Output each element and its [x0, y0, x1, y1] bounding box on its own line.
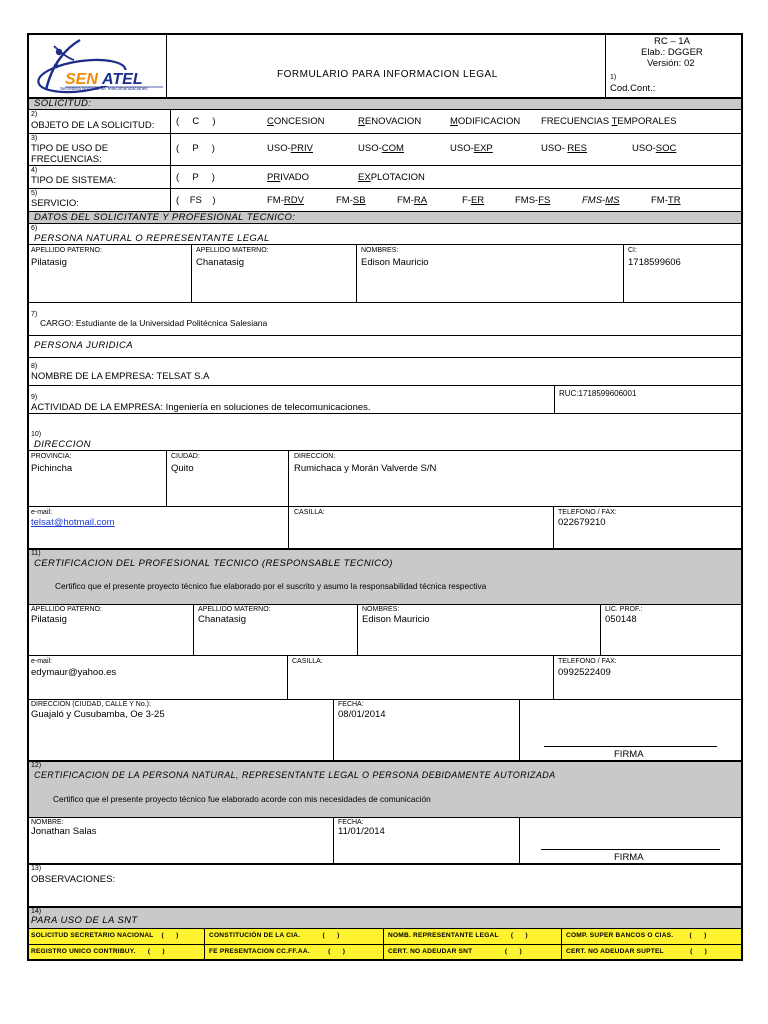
snt-check-no-adeudar-snt: CERT. NO ADEUDAR SNT ( ) — [388, 948, 522, 955]
prof-nombres-label: NOMBRES: — [362, 606, 400, 613]
field-number: 4) — [31, 167, 38, 174]
servicio-mark: ( FS ) — [176, 195, 216, 206]
persona-natural-statement: Certifico que el presente proyecto técnico fue elaborado acorde con mis necesidades de comunicación — [53, 794, 431, 804]
senatel-logo — [32, 36, 164, 96]
ciudad-value: Quito — [171, 463, 194, 474]
email-label: e-mail: — [31, 509, 53, 516]
tipo-sistema-mark: ( P ) — [176, 172, 215, 183]
option-uso-soc: USO-SOC — [632, 143, 677, 154]
snt-heading: PARA USO DE LA SNT — [31, 915, 138, 926]
prof-telefono-label: TELEFONO / FAX: — [558, 658, 617, 665]
email-link[interactable]: telsat@hotmail.com — [31, 517, 115, 528]
option-uso-com: USO-COM — [358, 143, 404, 154]
prof-casilla-label: CASILLA: — [292, 658, 323, 665]
pn-nombre-label: NOMBRE: — [31, 819, 64, 826]
field-number: 10) — [31, 431, 42, 438]
option-renovacion: RENOVACION — [358, 116, 422, 127]
actividad-value: ACTIVIDAD DE LA EMPRESA: Ingeniería en soluciones de telecomunicaciones. — [31, 402, 371, 413]
solicitante-heading: DATOS DEL SOLICITANTE Y PROFESIONAL TECNICO: — [34, 212, 296, 223]
snt-check-constitucion: CONSTITUCIÓN DE LA CIA. ( ) — [209, 932, 340, 939]
field-number: 12) — [31, 762, 42, 769]
option-fm-rdv: FM-RDV — [267, 195, 304, 206]
prof-email-value: edymaur@yahoo.es — [31, 667, 117, 678]
ci-value: 1718599606 — [628, 257, 681, 268]
snt-check-super-bancos: COMP. SUPER BANCOS O CIAS. ( ) — [566, 932, 707, 939]
snt-check-fe-presentacion: FE PRESENTACION CC.FF.AA. ( ) — [209, 948, 346, 955]
option-f-er: F-ER — [462, 195, 485, 206]
solicitud-heading: SOLICITUD: — [34, 98, 92, 109]
field-number: 7) — [31, 311, 38, 318]
apellido-paterno-value: Pilatasig — [31, 257, 67, 268]
persona-juridica-heading: PERSONA JURIDICA — [34, 340, 133, 351]
tipo-sistema-label: TIPO DE SISTEMA: — [31, 175, 116, 186]
lic-prof-value: 050148 — [605, 614, 637, 625]
prof-apellido-materno-label: APELLIDO MATERNO: — [198, 606, 271, 613]
prof-nombres-value: Edison Mauricio — [362, 614, 430, 625]
option-modificacion: MODIFICACION — [450, 116, 521, 127]
lic-prof-label: LIC. PROF.: — [605, 606, 643, 613]
profesional-heading: CERTIFICACION DEL PROFESIONAL TECNICO (RESPONSABLE TECNICO) — [34, 558, 393, 569]
field-number: 14) — [31, 908, 42, 915]
prof-firma-label: FIRMA — [614, 749, 644, 760]
field-number: 6) — [31, 225, 38, 232]
field-number: 9) — [31, 394, 38, 401]
snt-check-registro-unico: REGISTRO UNICO CONTRIBUY. ( ) — [31, 948, 165, 955]
telefono-label: TELEFONO / FAX: — [558, 509, 617, 516]
logo-subtitle: Secretaría Nacional de Telecomunicaciones — [60, 86, 148, 91]
provincia-label: PROVINCIA: — [31, 453, 72, 460]
objeto-mark: ( C ) — [176, 116, 216, 127]
observaciones-label: OBSERVACIONES: — [31, 874, 116, 885]
field-number: 1) — [610, 74, 617, 81]
pn-fecha-value: 11/01/2014 — [338, 826, 385, 837]
tipo-uso-mark: ( P ) — [176, 143, 215, 154]
prof-apellido-paterno-value: Pilatasig — [31, 614, 67, 625]
snt-check-representante: NOMB. REPRESENTANTE LEGAL ( ) — [388, 932, 528, 939]
field-number: 5) — [31, 190, 38, 197]
direccion-value: Rumichaca y Morán Valverde S/N — [294, 463, 437, 474]
prof-email-label: e-mail: — [31, 658, 53, 665]
form-version: Versión: 02 — [647, 58, 695, 69]
option-privado: PRIVADO — [267, 172, 310, 183]
option-fm-ra: FM-RA — [397, 195, 428, 206]
option-uso-priv: USO-PRIV — [267, 143, 313, 154]
field-number: 2) — [31, 111, 38, 118]
persona-natural-heading: PERSONA NATURAL O REPRESENTANTE LEGAL — [34, 233, 270, 244]
pn-fecha-label: FECHA: — [338, 819, 364, 826]
nombres-label: NOMBRES: — [361, 247, 399, 254]
servicio-label: SERVICIO: — [31, 198, 79, 209]
option-explotacion: EXPLOTACION — [358, 172, 425, 183]
snt-check-solicitud-secretario: SOLICITUD SECRETARIO NACIONAL ( ) — [31, 932, 179, 939]
form-title: FORMULARIO PARA INFORMACION LEGAL — [277, 69, 498, 80]
direccion-heading: DIRECCION — [34, 439, 91, 450]
field-number: 8) — [31, 363, 38, 370]
prof-fecha-value: 08/01/2014 — [338, 709, 386, 720]
prof-direccion-label: DIRECCION (CIUDAD, CALLE Y No.): — [31, 701, 151, 708]
option-frecuencias-temporales: FRECUENCIAS TEMPORALES — [541, 116, 677, 127]
option-uso-exp: USO-EXP — [450, 143, 493, 154]
provincia-value: Pichincha — [31, 463, 73, 474]
ci-label: CI: — [628, 247, 637, 254]
cargo-value: CARGO: Estudiante de la Universidad Politécnica Salesiana — [40, 318, 268, 328]
direccion-label: DIRECCION: — [294, 453, 336, 460]
cod-cont-label: Cod.Cont.: — [610, 83, 656, 94]
prof-fecha-label: FECHA: — [338, 701, 364, 708]
option-concesion: CONCESION — [267, 116, 325, 127]
nombres-value: Edison Mauricio — [361, 257, 429, 268]
form-elab: Elab.: DGGER — [641, 47, 703, 58]
apellido-materno-value: Chanatasig — [196, 257, 245, 268]
objeto-label: OBJETO DE LA SOLICITUD: — [31, 120, 155, 131]
option-fms-fs: FMS-FS — [515, 195, 551, 206]
pn-firma-label: FIRMA — [614, 852, 644, 863]
option-fm-tr: FM-TR — [651, 195, 681, 206]
svg-text:ATEL: ATEL — [102, 71, 143, 88]
option-uso-res: USO- RES — [541, 143, 587, 154]
prof-apellido-paterno-label: APELLIDO PATERNO: — [31, 606, 102, 613]
svg-text:SEN: SEN — [65, 71, 98, 88]
casilla-label: CASILLA: — [294, 509, 325, 516]
option-fms-ms: FMS-MS — [582, 195, 620, 206]
option-fm-sb: FM-SB — [336, 195, 366, 206]
snt-check-no-adeudar-suptel: CERT. NO ADEUDAR SUPTEL ( ) — [566, 948, 708, 955]
ciudad-label: CIUDAD: — [171, 453, 200, 460]
ruc-value: RUC:1718599606001 — [559, 389, 637, 398]
persona-natural-cert-heading: CERTIFICACION DE LA PERSONA NATURAL, REPRESENTANTE LEGAL O PERSONA DEBIDAMENTE AUTORIZADA — [34, 770, 556, 780]
field-number: 11) — [31, 550, 41, 557]
prof-direccion-value: Guajaló y Cusubamba, Oe 3-25 — [31, 709, 165, 720]
empresa-value: NOMBRE DE LA EMPRESA: TELSAT S.A — [31, 371, 210, 382]
apellido-paterno-label: APELLIDO PATERNO: — [31, 247, 102, 254]
prof-apellido-materno-value: Chanatasig — [198, 614, 247, 625]
field-number: 13) — [31, 865, 42, 872]
field-number: 3) — [31, 135, 38, 142]
form-code: RC – 1A — [654, 36, 690, 47]
profesional-statement: Certifico que el presente proyecto técnico fue elaborado por el suscrito y asumo la responsabilidad técnica respectiva — [55, 581, 487, 591]
pn-nombre-value: Jonathan Salas — [31, 826, 97, 837]
tipo-uso-label: TIPO DE USO DE FRECUENCIAS: — [31, 143, 109, 165]
telefono-value: 022679210 — [558, 517, 606, 528]
apellido-materno-label: APELLIDO MATERNO: — [196, 247, 269, 254]
prof-telefono-value: 0992522409 — [558, 667, 611, 678]
